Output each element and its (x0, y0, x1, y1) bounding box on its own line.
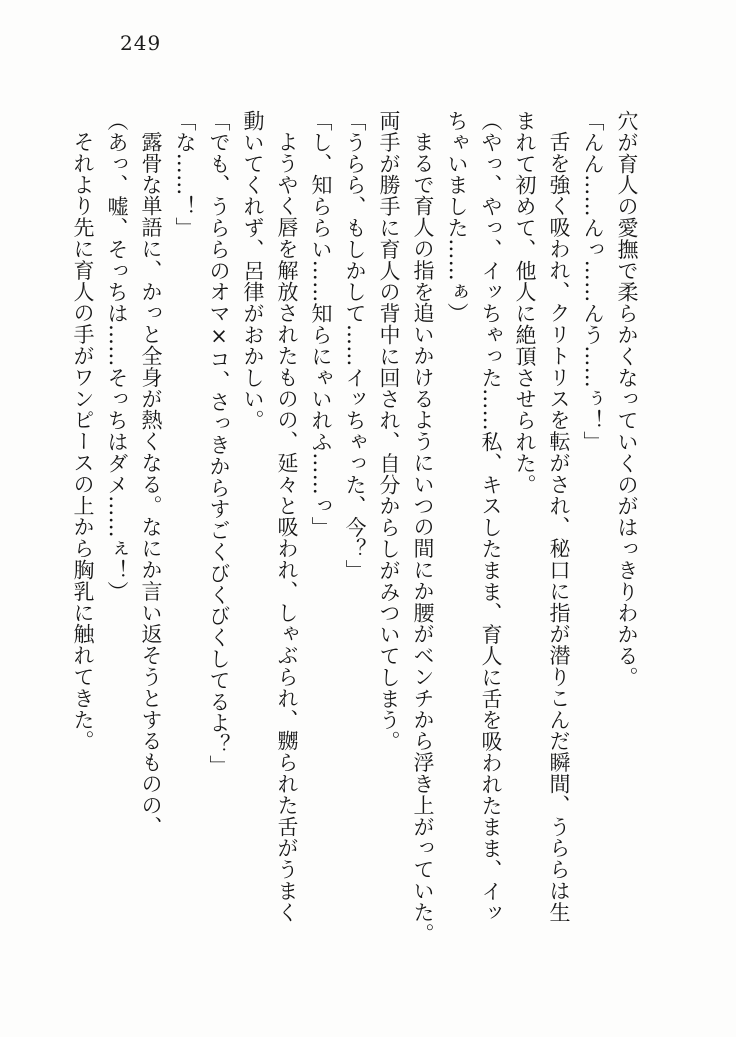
text-line: 両手が勝手に育人の背中に回され、自分からしがみついてしまう。 (377, 110, 401, 752)
text-line: （あっ、嘘、そっちは……そっちはダメ……ぇ！） (105, 110, 129, 603)
text-line: 「し、知ららい……知らにゃいれふ……っ」 (309, 110, 333, 538)
vertical-text-block (66, 110, 644, 955)
text-line: 「な……！」 (173, 110, 197, 239)
text-line: まるで育人の指を追いかけるようにいつの間にか腰がベンチから浮き上がっていた。 (411, 131, 435, 945)
text-line: 動いてくれず、呂律がおかしい。 (241, 110, 265, 431)
text-line: （やっ、やっ、イッちゃった……私、キスしたまま、育人に舌を吸われたまま、イッ (479, 110, 503, 924)
text-line: 「うらら、もしかして……イッちゃった、今？」 (343, 110, 367, 581)
text-line: 露骨な単語に、かっと全身が熱くなる。なにか言い返そうとするものの、 (139, 131, 163, 838)
text-line: 「んん……んっ……んう……ぅ！」 (581, 110, 605, 453)
text-line: ちゃいました……ぁ） (445, 110, 469, 324)
text-line: 「でも、うららのオマ×コ、さっきからすごくびくびくしてるよ？」 (207, 110, 231, 777)
page-number: 249 (120, 31, 162, 55)
text-line: それより先に育人の手がワンピースの上から胸乳に触れてきた。 (71, 131, 95, 752)
text-line: ようやく唇を解放されたものの、延々と吸われ、しゃぶられ、嬲られた舌がうまく (275, 131, 299, 923)
text-line: 穴が育人の愛撫で柔らかくなっていくのがはっきりわかる。 (615, 110, 639, 688)
text-line: 舌を強く吸われ、クリトリスを転がされ、秘口に指が潜りこんだ瞬間、うららは生 (547, 131, 571, 923)
text-line: まれて初めて、他人に絶頂させられた。 (513, 110, 537, 496)
